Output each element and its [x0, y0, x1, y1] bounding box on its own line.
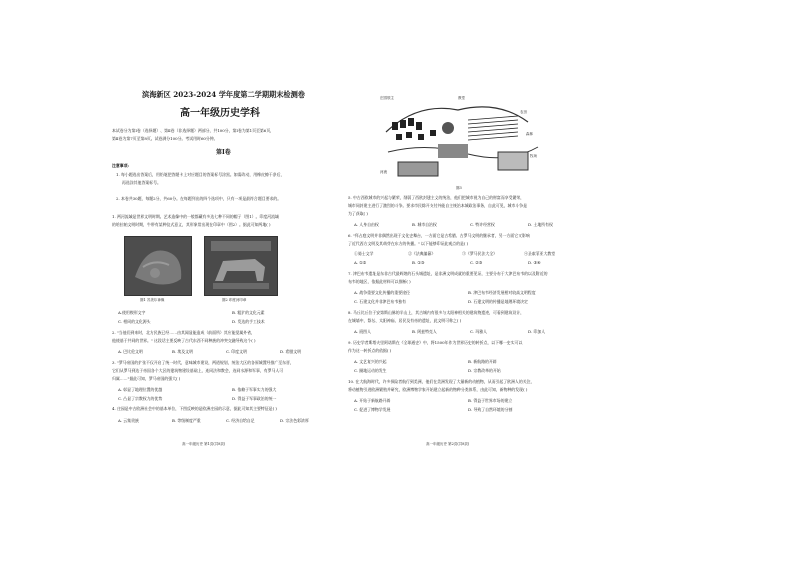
q10-option-a[interactable]: A. 开始于新航路开辟: [354, 398, 391, 403]
q4-stem: 4. 庄园是中古欧洲社会中的基本单位，下图反映的是欧洲庄园的示意，据此可知其主要特征是( ): [112, 406, 277, 411]
q6-option-b[interactable]: B. ①③: [412, 260, 425, 265]
figure-sumerian-statue: [124, 236, 192, 296]
q2-option-c[interactable]: C. 印度文明: [226, 349, 247, 354]
figure2-caption: 图2 印度河印章: [222, 298, 247, 302]
intro-line2: 第Ⅱ卷为第7页至第8页。试卷满分100分。考试用时60分钟。: [112, 136, 218, 141]
q3-option-c[interactable]: C. 凸显了宗教权力的优势: [118, 396, 163, 401]
map-caption: 图3: [456, 186, 462, 190]
q1-stem-2: 的哈拉帕文明时期，牛带有某种仪式意义，其形象常出现在印章中（图2）。据此可知两地( ): [112, 222, 271, 227]
map-label-lord: 庄园领主: [380, 96, 394, 100]
figure-indus-seal: [204, 236, 278, 296]
q8-stem-1: 8. 马丘比丘位于安第斯山脉的半山上，其古城内有很多与太阳神相关的建筑物遗迹，可看到建筑设计，: [348, 310, 525, 315]
q7-option-b[interactable]: B. 津巴布韦经济发展相对较高文明程度: [468, 290, 536, 295]
q5-stem-3: 为了获取( ): [348, 211, 368, 216]
q3-option-d[interactable]: D. 得益于军事政治的统一: [232, 396, 277, 401]
q5-stem-1: 5. 中古西欧城市的兴起与繁荣，削弱了西欧封建主义的统治，他们把城市视为自己的财富而享受繁荣，: [348, 195, 525, 200]
q6-option-d[interactable]: D. ③④: [528, 260, 541, 265]
q6-item-3: ③《罗马民法大全》: [462, 251, 498, 256]
q2-stem-2: 他使基于共同的世界。" 这段话主要反映了古代东西不同种族的冲突交融导致这个( ): [112, 338, 256, 343]
q5-option-d[interactable]: D. 土地所有权: [528, 222, 553, 227]
q5-option-c[interactable]: C. 特许经营权: [470, 222, 495, 227]
q9-stem-1: 9. 历史学者斯塔夫里阿诺斯在《全球通史》中，将1500年作为世界历史的转折点，以下哪一史实可以: [348, 340, 523, 345]
q7-option-d[interactable]: D. 石建文明的传播是地理环境决定: [468, 299, 528, 304]
q4-option-b[interactable]: B. 等级制度严重: [172, 418, 201, 423]
q4-option-c[interactable]: C. 经济自给自足: [226, 418, 255, 423]
figure1-caption: 图1 苏美尔神像: [140, 298, 165, 302]
q4-option-a[interactable]: A. 云集贵族: [118, 418, 139, 423]
seal-image-icon: [205, 237, 277, 295]
q3-stem-2: 它们从罗马到达于帝国各个大区的建筑物建设基础上，连同法和教会，连同水源和军事，有罗马人可: [112, 368, 284, 373]
note-2: 2. 本卷共30题，每题2分，共60分。在每题列出的四个选项中，只有一项是最符合题目要求的。: [116, 196, 282, 201]
q6-item-1: ①骑士文学: [354, 251, 374, 256]
statue-image-icon: [125, 237, 191, 295]
left-page: [112, 0, 336, 562]
q1-option-a[interactable]: A.使用楔形文字: [118, 310, 146, 315]
q9-option-c[interactable]: C. 圈地运动的发生: [354, 368, 387, 373]
section-heading: 第Ⅰ卷: [216, 149, 231, 156]
q1-option-d[interactable]: D. 发达的手工技术: [232, 319, 265, 324]
q7-stem-2: 布韦的地区，依据此材料可以推断( ): [348, 279, 411, 284]
q5-option-a[interactable]: A. 人身自由权: [354, 222, 379, 227]
q8-stem-2: 在城墙中，祭坛、太阳神庙、居民及有帝的遗址，此文明可称之( ): [348, 318, 462, 323]
q2-option-b[interactable]: B. 埃及文明: [172, 349, 193, 354]
q7-option-a[interactable]: A. 战争重要文化传播的重要途径: [354, 290, 410, 295]
q2-stem-1: 2. "当他们到来时，北方民族已经……由其闻显能造成（前面所）其应能觉属外省，: [112, 330, 255, 335]
q10-stem-1: 10. 在大航海时代，许多探险者航行到美洲，他们在美洲发现了大量新的动植物，从而引起了欧洲人的关注，: [348, 379, 535, 384]
manor-map-icon: [378, 92, 548, 182]
right-page-footer: 高一年级历史 第2页(共8页): [426, 442, 470, 446]
right-page: [348, 0, 588, 562]
manor-map: [378, 92, 548, 182]
map-label-field: 农田: [520, 110, 527, 114]
q9-option-a[interactable]: A. 文艺复兴的兴起: [354, 359, 387, 364]
q7-stem-1: 7. 津巴布韦遗址是东非古代最辉煌的石头城遗址，是非洲文明成就的重要见证，主要分布于大津巴布韦的以及附近的: [348, 271, 548, 276]
q5-stem-2: 城市同封建主进行了激烈的斗争。要求市民除开支付外能自主统治本城政治事务，自此可见，城市斗争是: [348, 203, 527, 208]
q2-option-d[interactable]: D. 希腊文明: [280, 349, 302, 354]
q6-stem-2: 了近代西方文明及其萌芽在东方的传播。" 以下能够印证此观点的是( ): [348, 241, 469, 246]
q3-option-b[interactable]: B. 依赖于军事实力的强大: [232, 387, 277, 392]
q4-option-d[interactable]: D. 宗法色彩浓厚: [280, 418, 309, 423]
q1-option-b[interactable]: B. 粗犷的文化元素: [232, 310, 265, 315]
q3-stem-3: 归属……"据此可知，罗马帝国的强大( ): [112, 376, 181, 381]
q6-stem-1: 6. "拜占庭文明并非偶然出现于文化史舞台，一方面它是古希腊、古罗马文明的继承者，另一方面它又影响: [348, 233, 530, 238]
q6-option-c[interactable]: C. ②③: [470, 260, 483, 265]
map-label-river: 河流: [380, 170, 387, 174]
note-1: 1. 每小题选出答案后，用铅笔把答题卡上对应题目的答案标号涂黑。如需改动，用橡皮擦干净后，: [116, 172, 285, 177]
left-page-footer: 高一年级历史 第1页(共8页): [182, 442, 226, 446]
map-label-church: 教堂: [458, 96, 465, 100]
q1-stem-1: 1. 两河流域是世界文明时期。艺术造像中的一般都藏有多达七种不同的帽子（图1）。印度河流域: [112, 214, 279, 219]
q3-stem-1: 3. "罗马帝国的扩张不仅开启了统一时代，意味城市建设，两道规划，统治大区的各原城置经推广至东晋，: [112, 360, 294, 365]
note-1b: 再选涂其他答案标号。: [122, 180, 161, 185]
q10-option-c[interactable]: C. 促进了博物学发展: [354, 407, 391, 412]
q10-stem-2: 将动植物引进欧洲繁殖并研究，欧洲博物学家开始建立起新的物种分类体系，由此可知，新物种的发现( ): [348, 387, 528, 392]
q6-item-4: ④圣索菲亚大教堂: [524, 251, 556, 256]
q8-option-c[interactable]: C. 玛雅人: [470, 329, 487, 334]
q2-option-a[interactable]: A. 巴比伦文明: [118, 349, 143, 354]
q10-option-d[interactable]: D. 导致了自然环境的分割: [468, 407, 513, 412]
map-label-forest: 森林: [526, 132, 533, 136]
q10-option-b[interactable]: B. 得益于世界市场的建立: [468, 398, 513, 403]
q6-option-a[interactable]: A. ①②: [354, 260, 367, 265]
map-label-pasture: 牧场: [530, 154, 537, 158]
q1-option-c[interactable]: C. 相同的文化源头: [118, 319, 151, 324]
q5-option-b[interactable]: B. 城市自治权: [412, 222, 437, 227]
exam-title-line2: 高一年级历史学科: [180, 108, 260, 119]
q9-option-d[interactable]: D. 宗教改革的开始: [468, 368, 501, 373]
q7-option-c[interactable]: C. 石建文化并非津巴布韦独有: [354, 299, 406, 304]
notes-title: 注意事项:: [112, 163, 129, 168]
q9-stem-2: 作为这一转折点的依据( ): [348, 348, 392, 353]
intro-line1: 本试卷分为第Ⅰ卷（选择题）、第Ⅱ卷（非选择题）两部分，共100分，第Ⅰ卷为第1页至第6页，: [112, 128, 275, 133]
q8-option-a[interactable]: A. 班图人: [354, 329, 371, 334]
q6-item-2: ②《法典编纂》: [408, 251, 436, 256]
exam-title-line1: 滨海新区 2023-2024 学年度第二学期期末检测卷: [142, 90, 305, 99]
q3-option-a[interactable]: A. 彰显了地理位置的优越: [118, 387, 163, 392]
q8-option-b[interactable]: B. 阿兹特克人: [412, 329, 437, 334]
q9-option-b[interactable]: B. 新航路的开辟: [468, 359, 497, 364]
q8-option-d[interactable]: D. 印加人: [528, 329, 546, 334]
